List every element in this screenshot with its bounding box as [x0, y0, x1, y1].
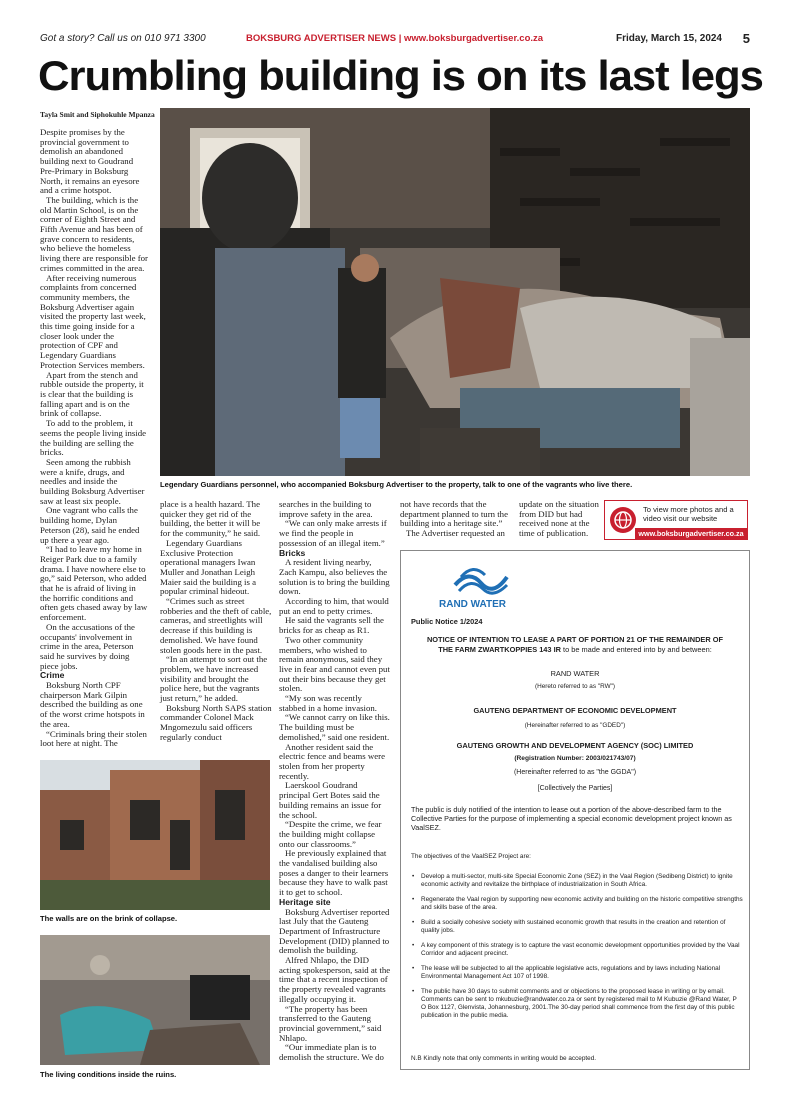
article-paragraph: “In an attempt to sort out the problem, we have increased visibility and brought the police here, but the vagrants just return,” he added. [160, 654, 268, 704]
party-1-ref: (Hereto referred to as "RW") [534, 683, 616, 690]
objectives-lead: The objectives of the VaalSEZ Project are: [411, 853, 531, 860]
objective-item: • The public have 30 days to submit comments and or objections to the proposed lease in writing or by email. Comments can be sent to mkubuzie@randwater.co.za or sent by registered mail to M Kubuzie @Rand Water, P O Box 1127, Glenvista, Johannesburg, 2001.The 30-day period shall commence from the first day of this public publication in the public media. [411, 988, 743, 1020]
article-paragraph: Alfred Nhlapo, the DID acting spokesperson, said at the time that a recent inspection of the property revealed vagrants illegally occupying it. [279, 955, 391, 1004]
rand-water-notice [400, 550, 750, 1070]
article-paragraph: A resident living nearby, Zach Kampu, also believes the solution is to bring the building down. [279, 557, 390, 597]
main-photo [160, 108, 750, 476]
article-paragraph: “We can only make arrests if we find the people in possession of an illegal item.” [279, 518, 387, 548]
article-paragraph: not have records that the department planned to turn the building into a heritage site.” [400, 499, 508, 529]
article-paragraph: “The property has been transferred to the Gauteng provincial government,” said Nhlapo. [279, 1003, 382, 1043]
globe-icon [610, 507, 636, 533]
article-paragraph: place is a health hazard. The quicker they get rid of the building, the better it will be for the community,” he said. [160, 499, 261, 539]
article-paragraph: Seen among the rubbish were a knife, drugs, and needles and inside the building Boksburg Advertiser saw at least six people. [40, 456, 145, 506]
masthead [40, 33, 750, 49]
article-paragraph: The Advertiser requested an [406, 528, 505, 539]
article-paragraph: Apart from the stench and rubble outside the property, it is clear that the building is falling apart and is on the brink of collapse. [40, 369, 144, 419]
promo-url[interactable]: www.boksburgadvertiser.co.za [635, 528, 747, 539]
party-3-ref: (Hereinafter referred to as "the GGDA") [513, 769, 637, 776]
publication-url[interactable]: www.boksburgadvertiser.co.za [404, 33, 544, 44]
article-paragraph: “My son was recently stabbed in a home invasion. [279, 693, 377, 713]
walls-photo-caption: The walls are on the brink of collapse. [40, 914, 178, 923]
masthead-publication [246, 33, 543, 44]
article-paragraph: Boksburg North CPF chairperson Mark Gilpin described the building as one of the worst crime hotspots in the area. [40, 680, 145, 729]
rand-water-brand: RAND WATER [439, 599, 507, 610]
promo-text [643, 505, 734, 523]
notice-footer: N.B Kindly note that only comments in writing would be accepted. [411, 1055, 597, 1062]
article-paragraph: update on the situation from DID but had received none at the time of publication. [519, 499, 599, 539]
notice-title-line-1: NOTICE OF INTENTION TO LEASE A PART OF PORTION 21 OF THE REMAINDER OF [426, 635, 724, 644]
notice-title-rest: to be made and entered into by and between: [560, 645, 712, 654]
article-subheading: Bricks [279, 547, 306, 558]
article-paragraph: After receiving numerous complaints from concerned community members, the Boksburg Advertiser again visited the property last week, this time going inside for a closer look under the protection of CPF and Legendary Guardians Protection Services members. [40, 272, 146, 370]
notice-title-farm: THE FARM ZWARTKOPPIES 143 IR [438, 645, 561, 654]
masthead-tagline: Got a story? Call us on 010 971 3300 [40, 33, 206, 44]
article-column-3 [279, 500, 391, 1063]
collective-parties: [Collectively the Parties] [537, 785, 613, 792]
article-column-4 [400, 500, 512, 539]
article-paragraph: Another resident said the electric fence and beams were stolen from her property recently. [279, 741, 385, 781]
promo-line-2: video visit our website [643, 514, 718, 523]
article-column-5 [519, 500, 599, 539]
article-paragraph: Boksburg Advertiser reported last July that the Gauteng Department of Infrastructure Development (DID) planned to demolish the building. [279, 906, 390, 956]
living-photo [40, 935, 270, 1065]
article-column-1 [40, 128, 148, 749]
living-photo-illustration [40, 935, 270, 1065]
living-photo-caption: The living conditions inside the ruins. [40, 1070, 177, 1079]
objective-item: • Build a socially cohesive society with sustained economic growth that results in the creation and retention of quality jobs. [411, 919, 743, 935]
objective-item: • Regenerate the Vaal region by supporting new economic activity and building on the historic competitive strengths and skills base of the area. [411, 896, 743, 912]
article-paragraph: On the accusations of the occupants' involvement in crime in the area, Peterson said he survives by doing piece jobs. [40, 621, 135, 671]
article-headline: Crumbling building is on its last legs [38, 52, 763, 99]
objectives-list [411, 873, 743, 1027]
party-3: GAUTENG GROWTH AND DEVELOPMENT AGENCY (SOC) LIMITED [456, 741, 694, 750]
objective-item: • Develop a multi-sector, multi-site Special Economic Zone (SEZ) in the Vaal Region (Sedibeng District) to ignite economic activity and revitalize the birthplace of industrialization in South Africa. [411, 873, 743, 889]
masthead-separator: | [396, 33, 405, 44]
walls-photo [40, 760, 270, 910]
publication-name: BOKSBURG ADVERTISER NEWS [246, 33, 397, 44]
rand-water-logo [451, 563, 511, 597]
article-paragraph: searches in the building to improve safety in the area. [279, 499, 373, 519]
promo-line-1: To view more photos and a [643, 505, 734, 514]
objective-item: • The lease will be subjected to all the applicable legislative acts, regulations and by laws including National Environmental Management Act 107 of 1998. [411, 965, 743, 981]
walls-photo-illustration [40, 760, 270, 910]
article-byline: Tayla Smit and Siphokuhle Mpanza [40, 110, 155, 119]
notice-number: Public Notice 1/2024 [411, 617, 483, 626]
article-paragraph: The building, which is the old Martin School, is on the corner of Eighth Street and Fifth Avenue and has been of grave concern to residents, who believe the homeless living there are responsible for crimes committed in the area. [40, 194, 148, 273]
article-paragraph: Boksburg North SAPS station commander Colonel Mack Mngomezulu said officers regularly conduct [160, 702, 272, 742]
article-paragraph: “Criminals bring their stolen loot here at night. The [40, 728, 147, 749]
article-paragraph: Legendary Guardians Exclusive Protection operational managers Iwan Muller and Jonathan Leigh Maier said the building is a popular criminal hideout. [160, 537, 257, 597]
party-3-reg: (Registration Number: 2003/021743/07) [514, 755, 636, 762]
article-subheading: Heritage site [279, 896, 331, 907]
article-paragraph: Two other community members, who wished to remain anonymous, said they live in fear and cannot even put out their bins because they get stolen. [279, 634, 390, 694]
article-subheading: Crime [40, 670, 65, 681]
party-2-ref: (Hereinafter referred to as "GDED") [524, 722, 626, 729]
article-paragraph: To add to the problem, it seems the people living inside the building are selling the bricks. [40, 418, 147, 458]
article-paragraph: He said the vagrants sell the bricks for as cheap as R1. [279, 615, 384, 636]
article-paragraph: “Despite the crime, we fear the building might collapse onto our classrooms.” [279, 819, 382, 849]
article-paragraph: “Our immediate plan is to demolish the structure. We do [279, 1042, 384, 1063]
article-column-2 [160, 500, 272, 743]
objective-item: • A key component of this strategy is to capture the vast economic development opportunities provided by the Vaal Corridor and adjacent precinct. [411, 942, 743, 958]
party-2: GAUTENG DEPARTMENT OF ECONOMIC DEVELOPMENT [473, 706, 677, 715]
party-1: RAND WATER [550, 669, 600, 678]
website-promo[interactable] [604, 500, 748, 540]
article-paragraph: One vagrant who calls the building home, Dylan Peterson (28), said he ended up there a year ago. [40, 505, 140, 545]
article-paragraph: “We cannot carry on like this. The building must be demolished,” said one resident. [279, 712, 390, 742]
notice-intro: The public is duly notified of the intention to lease out a portion of the above-described farm to the Collective Parties for the purpose of implementing a special economic development project known as VaalSEZ. [411, 805, 732, 832]
issue-date: Friday, March 15, 2024 [616, 33, 722, 44]
article-paragraph: According to him, that would put an end to petty crimes. [279, 596, 389, 616]
article-paragraph: “I had to leave my home in Reiger Park due to a family drama. I have nowhere else to go,” said Peterson, who added that he is afraid of living in the horrific conditions and often gets chased away by law enforcement. [40, 544, 148, 623]
page-number: 5 [742, 31, 750, 46]
article-paragraph: “Crimes such as street robberies and the theft of cable, cameras, and streetlights will decrease if this building is demolished. We have found stolen goods here in the past. [160, 596, 272, 655]
main-photo-illustration [160, 108, 750, 476]
main-photo-caption: Legendary Guardians personnel, who accompanied Boksburg Advertiser to the property, talk to one of the vagrants who live there. [160, 480, 633, 489]
article-paragraph: Laerskool Goudrand principal Gert Botes said the building remains an issue for the school. [279, 780, 382, 820]
article-paragraph: He previously explained that the vandalised building also poses a danger to their learners because they have to walk past it to get to school. [279, 848, 389, 898]
notice-title [401, 635, 749, 655]
article-paragraph: Despite promises by the provincial government to demolish an abandoned building next to Goudrand Pre-Primary in Boksburg North, it remains an eyesore and a crime hotspot. [40, 127, 140, 196]
